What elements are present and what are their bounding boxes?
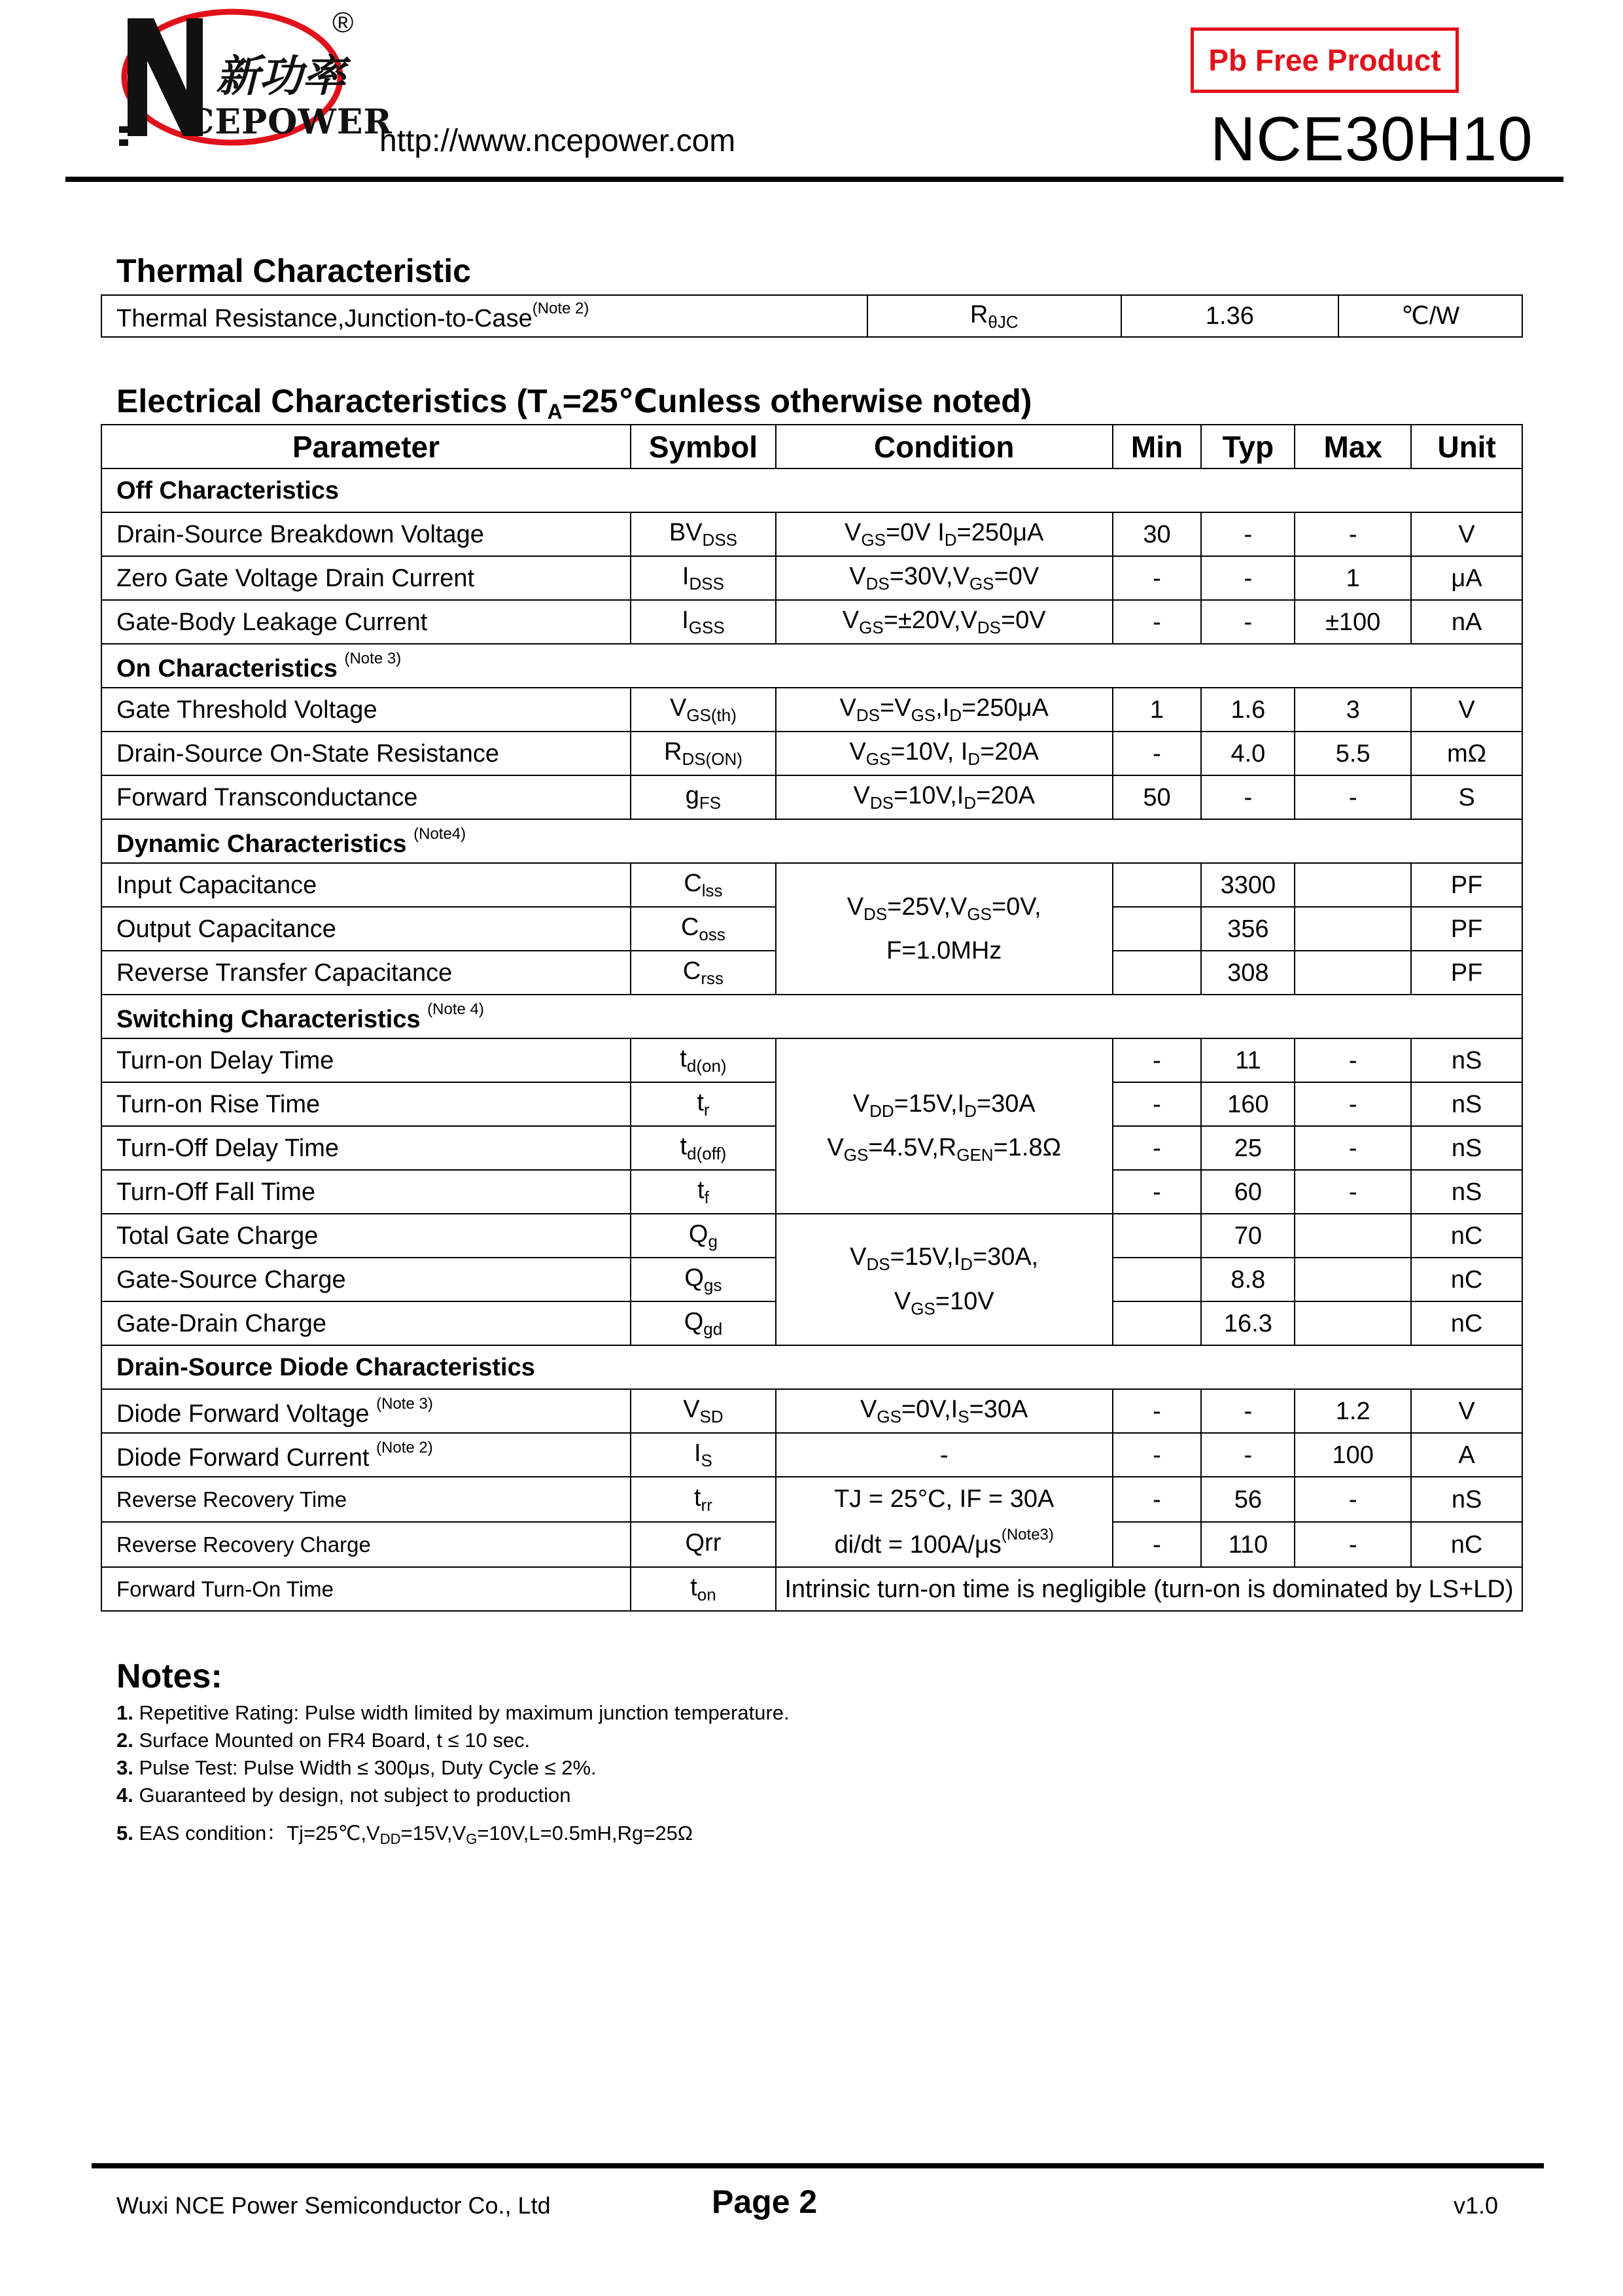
max-cell: 5.5 [1295, 732, 1411, 775]
unit-cell: PF [1411, 863, 1522, 907]
max-cell [1295, 863, 1411, 907]
electrical-section-title: Electrical Characteristics ($T_A=25℃unless$ otherwise noted) [116, 383, 1032, 423]
min-cell [1113, 863, 1202, 907]
unit-cell: nS [1411, 1170, 1522, 1214]
parameter-cell: Gate-Body Leakage Current [101, 600, 631, 644]
table-row [101, 863, 1522, 907]
company-logo [118, 5, 393, 156]
min-cell: - [1113, 600, 1202, 644]
typ-cell: 8.8 [1201, 1258, 1295, 1301]
condition-cell: $V_{DS}=15V,I_D=30A$, $V_{GS}=10V$ [776, 1214, 1113, 1345]
symbol-cell: $t_f$ [631, 1170, 776, 1214]
parameter-cell: Turn-on Delay Time [101, 1038, 631, 1082]
note-item: 5. EAS condition：Tj=25℃,VDD=15V,VG=10V,L=0.5mH,Rg=25Ω [116, 1822, 693, 1847]
min-cell: - [1113, 556, 1202, 600]
typ-cell: - [1201, 600, 1295, 644]
typ-cell: - [1201, 1389, 1295, 1433]
max-cell [1295, 1258, 1411, 1301]
symbol-cell: $I_S$ [631, 1433, 776, 1477]
table-row [101, 1214, 1522, 1258]
symbol-cell: $I_{GSS}$ [631, 600, 776, 644]
condition-cell: $V_{DS}=V_{GS},I_D=250\mu A$ [776, 688, 1113, 732]
table-row [101, 600, 1522, 644]
max-cell: - [1295, 775, 1411, 819]
typ-cell: - [1201, 775, 1295, 819]
symbol-cell: $C_{rss}$ [631, 951, 776, 995]
logo-chinese-text: 新功率 [216, 51, 345, 101]
unit-cell: A [1411, 1433, 1522, 1477]
symbol-cell: $t_{d(off)}$ [631, 1126, 776, 1170]
condition-cell: TJ = 25°C, IF = 30A $di/dt = 100A/\mu s^{(Note3)}$ [776, 1477, 1113, 1567]
condition-cell: $V_{GS}=10V$, $I_D=20A$ [776, 732, 1113, 775]
max-cell: - [1295, 512, 1411, 556]
document-version: v1.0 [1454, 2192, 1499, 2219]
max-cell [1295, 1214, 1411, 1258]
part-number: NCE30H10 [1210, 104, 1533, 174]
registered-mark: ® [332, 7, 354, 39]
typ-cell: 1.6 [1201, 688, 1295, 732]
unit-cell: PF [1411, 907, 1522, 951]
unit-cell: PF [1411, 951, 1522, 995]
parameter-cell: Reverse Recovery Time [101, 1477, 631, 1522]
parameter-cell: Gate-Drain Charge [101, 1301, 631, 1345]
parameter-cell: Output Capacitance [101, 907, 631, 951]
header-divider [65, 177, 1563, 182]
typ-cell: 110 [1201, 1522, 1295, 1567]
parameter-cell: Reverse Recovery Charge [101, 1522, 631, 1567]
parameter-cell: Turn-Off Fall Time [101, 1170, 631, 1214]
min-cell: - [1113, 1038, 1202, 1082]
condition-cell: $V_{DD}=15V,I_D=30A$ $V_{GS}=4.5V,R_{GEN}=1.8\Omega$ [776, 1038, 1113, 1214]
typ-cell: 3300 [1201, 863, 1295, 907]
table-row [101, 295, 1522, 337]
min-cell: 50 [1113, 775, 1202, 819]
condition-cell: $V_{GS}=0V,I_S=30A$ [776, 1389, 1113, 1433]
symbol-cell: $C_{lss}$ [631, 863, 776, 907]
col-header-symbol: Symbol [631, 425, 776, 468]
footer-company: Wuxi NCE Power Semiconductor Co., Ltd [116, 2192, 551, 2219]
note-item: 1. Repetitive Rating: Pulse width limited by maximum junction temperature. [116, 1701, 790, 1724]
condition-cell: $V_{DS}=25V,V_{GS}=0V$, F=1.0MHz [776, 863, 1113, 995]
table-header-row [101, 425, 1522, 468]
parameter-cell: Gate Threshold Voltage [101, 688, 631, 732]
parameter-cell: Forward Turn-On Time [101, 1567, 631, 1611]
max-cell [1295, 907, 1411, 951]
notes-title: Notes: [116, 1657, 222, 1695]
diode-characteristics-title: Drain-Source Diode Characteristics [101, 1345, 1522, 1389]
unit-cell: nS [1411, 1126, 1522, 1170]
thermal-table [101, 294, 1523, 338]
note-item: 4. Guaranteed by design, not subject to production [116, 1784, 571, 1807]
condition-cell: $V_{GS}=0V$ $I_D=250\mu A$ [776, 512, 1113, 556]
symbol-cell: $Q_{gs}$ [631, 1258, 776, 1301]
min-cell: - [1113, 1170, 1202, 1214]
dynamic-characteristics-title: Dynamic Characteristics $^{(Note4)}$ [101, 819, 1522, 863]
max-cell: ±100 [1295, 600, 1411, 644]
col-header-min: Min [1113, 425, 1202, 468]
typ-cell: - [1201, 556, 1295, 600]
thermal-parameter: Thermal Resistance,Junction-to-Case$^{(Note 2)}$ [101, 295, 867, 337]
max-cell: 100 [1295, 1433, 1411, 1477]
min-cell [1113, 951, 1202, 995]
footer-divider [92, 2163, 1544, 2168]
min-cell [1113, 1301, 1202, 1345]
symbol-cell: $R_{DS(ON)}$ [631, 732, 776, 775]
typ-cell: 356 [1201, 907, 1295, 951]
unit-cell: mΩ [1411, 732, 1522, 775]
table-row [101, 1567, 1522, 1611]
website-url[interactable]: http://www.ncepower.com [379, 124, 736, 158]
unit-cell: V [1411, 1389, 1522, 1433]
parameter-cell: Gate-Source Charge [101, 1258, 631, 1301]
max-cell: - [1295, 1477, 1411, 1522]
max-cell: 1 [1295, 556, 1411, 600]
col-header-unit: Unit [1411, 425, 1522, 468]
table-row [101, 1038, 1522, 1082]
symbol-cell: $V_{GS(th)}$ [631, 688, 776, 732]
max-cell [1295, 951, 1411, 995]
typ-cell: 16.3 [1201, 1301, 1295, 1345]
typ-cell: 11 [1201, 1038, 1295, 1082]
symbol-cell: $V_{SD}$ [631, 1389, 776, 1433]
typ-cell: 70 [1201, 1214, 1295, 1258]
symbol-cell: $I_{DSS}$ [631, 556, 776, 600]
category-row [101, 819, 1522, 863]
typ-cell: 25 [1201, 1126, 1295, 1170]
symbol-cell: $t_{d(on)}$ [631, 1038, 776, 1082]
min-cell [1113, 907, 1202, 951]
col-header-parameter: Parameter [101, 425, 631, 468]
max-cell: 1.2 [1295, 1389, 1411, 1433]
symbol-cell: $Q_g$ [631, 1214, 776, 1258]
table-row [101, 688, 1522, 732]
col-header-typ: Typ [1201, 425, 1295, 468]
condition-cell: - [776, 1433, 1113, 1477]
unit-cell: V [1411, 688, 1522, 732]
table-row [101, 512, 1522, 556]
pb-free-badge: Pb Free Product [1191, 27, 1459, 93]
table-row [101, 1433, 1522, 1477]
logo-brand-text: CEPOWER [187, 102, 393, 142]
unit-cell: nC [1411, 1258, 1522, 1301]
min-cell: - [1113, 1082, 1202, 1126]
symbol-cell: $BV_{DSS}$ [631, 512, 776, 556]
min-cell [1113, 1214, 1202, 1258]
symbol-cell: $t_{rr}$ [631, 1477, 776, 1522]
parameter-cell: Drain-Source Breakdown Voltage [101, 512, 631, 556]
unit-cell: nS [1411, 1477, 1522, 1522]
typ-cell: 60 [1201, 1170, 1295, 1214]
thermal-symbol: $R_{\theta JC}$ [867, 295, 1121, 337]
max-cell: - [1295, 1126, 1411, 1170]
category-row [101, 644, 1522, 688]
parameter-cell: Forward Transconductance [101, 775, 631, 819]
symbol-cell: $C_{oss}$ [631, 907, 776, 951]
unit-cell: S [1411, 775, 1522, 819]
min-cell: - [1113, 1477, 1202, 1522]
parameter-cell: Diode Forward Current $^{(Note 2)}$ [101, 1433, 631, 1477]
max-cell: - [1295, 1082, 1411, 1126]
on-characteristics-title: On Characteristics $^{(Note 3)}$ [101, 644, 1522, 688]
parameter-cell: Input Capacitance [101, 863, 631, 907]
max-cell: - [1295, 1170, 1411, 1214]
max-cell [1295, 1301, 1411, 1345]
unit-cell: nA [1411, 600, 1522, 644]
min-cell: - [1113, 1389, 1202, 1433]
col-header-condition: Condition [776, 425, 1113, 468]
typ-cell: - [1201, 512, 1295, 556]
turn-on-note-cell: Intrinsic turn-on time is negligible (turn-on is dominated by LS+LD) [776, 1567, 1522, 1611]
min-cell: - [1113, 1522, 1202, 1567]
min-cell: 1 [1113, 688, 1202, 732]
page-number: Page 2 [712, 2183, 818, 2220]
unit-cell: μA [1411, 556, 1522, 600]
parameter-cell: Reverse Transfer Capacitance [101, 951, 631, 995]
max-cell: - [1295, 1038, 1411, 1082]
symbol-cell: Qrr [631, 1522, 776, 1567]
symbol-cell: $t_r$ [631, 1082, 776, 1126]
typ-cell: 160 [1201, 1082, 1295, 1126]
symbol-cell: $t_{on}$ [631, 1567, 776, 1611]
symbol-cell: $Q_{gd}$ [631, 1301, 776, 1345]
unit-cell: nC [1411, 1214, 1522, 1258]
min-cell: - [1113, 732, 1202, 775]
table-row [101, 775, 1522, 819]
table-row [101, 732, 1522, 775]
min-cell: 30 [1113, 512, 1202, 556]
parameter-cell: Drain-Source On-State Resistance [101, 732, 631, 775]
unit-cell: nS [1411, 1082, 1522, 1126]
thermal-value: 1.36 [1121, 295, 1339, 337]
table-row [101, 1477, 1522, 1522]
parameter-cell: Turn-on Rise Time [101, 1082, 631, 1126]
unit-cell: nC [1411, 1522, 1522, 1567]
parameter-cell: Turn-Off Delay Time [101, 1126, 631, 1170]
max-cell: 3 [1295, 688, 1411, 732]
electrical-table [101, 424, 1523, 1612]
min-cell: - [1113, 1126, 1202, 1170]
table-row [101, 1389, 1522, 1433]
note-item: 2. Surface Mounted on FR4 Board, t ≤ 10 sec. [116, 1729, 531, 1752]
typ-cell: 308 [1201, 951, 1295, 995]
unit-cell: nS [1411, 1038, 1522, 1082]
table-row [101, 556, 1522, 600]
max-cell: - [1295, 1522, 1411, 1567]
typ-cell: 56 [1201, 1477, 1295, 1522]
symbol-cell: $g_{FS}$ [631, 775, 776, 819]
parameter-cell: Zero Gate Voltage Drain Current [101, 556, 631, 600]
category-row [101, 995, 1522, 1038]
condition-cell: $V_{DS}=30V,V_{GS}=0V$ [776, 556, 1113, 600]
min-cell: - [1113, 1433, 1202, 1477]
typ-cell: 4.0 [1201, 732, 1295, 775]
col-header-max: Max [1295, 425, 1411, 468]
condition-cell: $V_{GS}=\pm 20V,V_{DS}=0V$ [776, 600, 1113, 644]
unit-cell: V [1411, 512, 1522, 556]
thermal-unit: ℃/W [1338, 295, 1522, 337]
typ-cell: - [1201, 1433, 1295, 1477]
parameter-cell: Diode Forward Voltage $^{(Note 3)}$ [101, 1389, 631, 1433]
note-item: 3. Pulse Test: Pulse Width ≤ 300μs, Duty Cycle ≤ 2%. [116, 1756, 597, 1779]
category-row [101, 468, 1522, 512]
min-cell [1113, 1258, 1202, 1301]
condition-cell: $V_{DS}=10V,I_D=20A$ [776, 775, 1113, 819]
category-row [101, 1345, 1522, 1389]
switching-characteristics-title: Switching Characteristics $^{(Note 4)}$ [101, 995, 1522, 1038]
parameter-cell: Total Gate Charge [101, 1214, 631, 1258]
unit-cell: nC [1411, 1301, 1522, 1345]
thermal-section-title: Thermal Characteristic [116, 253, 471, 289]
off-characteristics-title: Off Characteristics [101, 468, 1522, 512]
